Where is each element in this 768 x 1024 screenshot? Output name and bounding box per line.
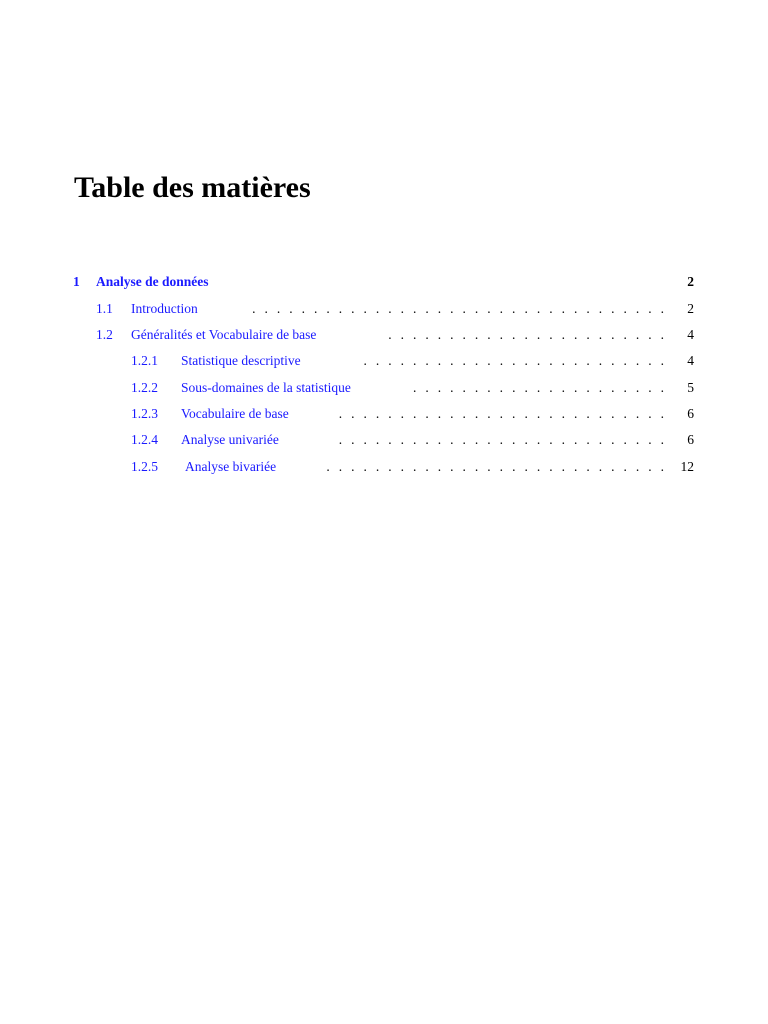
toc-entry-page: 2 — [687, 274, 694, 289]
dot-leader: . . . . . . . . . . . . . . . . . . . . . . . — [388, 327, 664, 342]
toc-entry-page: 12 — [680, 459, 694, 474]
toc-entry-number: 1.1 — [96, 301, 113, 316]
toc-entry-title: Vocabulaire de base — [181, 406, 289, 421]
toc-entry-section-1-1[interactable] — [0, 299, 768, 319]
toc-entry-title: Analyse bivariée — [185, 459, 277, 474]
toc-entry-number: 1.2.5 — [131, 459, 158, 474]
toc-entry-number: 1 — [73, 274, 80, 289]
toc-entry-subsection-1-2-2[interactable] — [0, 378, 768, 398]
toc-entry-subsection-1-2-5[interactable] — [0, 457, 768, 477]
toc-entry-title: Sous-domaines de la statistique — [181, 380, 351, 395]
dot-leader: . . . . . . . . . . . . . . . . . . . . . . . . . — [363, 353, 664, 368]
toc-entry-number: 1.2 — [96, 327, 113, 342]
dot-leader: . . . . . . . . . . . . . . . . . . . . . . . . . . . . — [326, 459, 664, 474]
dot-leader: . . . . . . . . . . . . . . . . . . . . . . . . . . . — [338, 432, 664, 447]
toc-entry-title: Statistique descriptive — [181, 353, 301, 368]
toc-entry-number: 1.2.1 — [131, 353, 158, 368]
dot-leader: . . . . . . . . . . . . . . . . . . . . . . . . . . . . . . . . . . — [252, 301, 664, 316]
toc-entry-title: Introduction — [131, 301, 198, 316]
toc-entry-subsection-1-2-4[interactable] — [0, 430, 768, 450]
toc-entry-page: 6 — [687, 406, 694, 421]
toc-entry-subsection-1-2-1[interactable] — [0, 351, 768, 371]
toc-entry-page: 2 — [687, 301, 694, 316]
toc-entry-title: Analyse de données — [96, 274, 209, 289]
toc-entry-number: 1.2.3 — [131, 406, 158, 421]
toc-entry-number: 1.2.2 — [131, 380, 158, 395]
toc-entry-page: 6 — [687, 432, 694, 447]
toc-title: Table des matières — [74, 171, 311, 204]
toc-entry-number: 1.2.4 — [131, 432, 158, 447]
toc-entry-title: Généralités et Vocabulaire de base — [131, 327, 317, 342]
toc-entry-page: 4 — [687, 327, 694, 342]
toc-entry-section-1-2[interactable] — [0, 325, 768, 345]
toc-entry-chapter-1[interactable] — [0, 272, 768, 292]
dot-leader: . . . . . . . . . . . . . . . . . . . . . . . . . . . — [338, 406, 664, 421]
toc-entry-title: Analyse univariée — [181, 432, 279, 447]
toc-entry-page: 4 — [687, 353, 694, 368]
toc-entry-page: 5 — [687, 380, 694, 395]
dot-leader: . . . . . . . . . . . . . . . . . . . . . — [413, 380, 664, 395]
toc-entry-subsection-1-2-3[interactable] — [0, 404, 768, 424]
